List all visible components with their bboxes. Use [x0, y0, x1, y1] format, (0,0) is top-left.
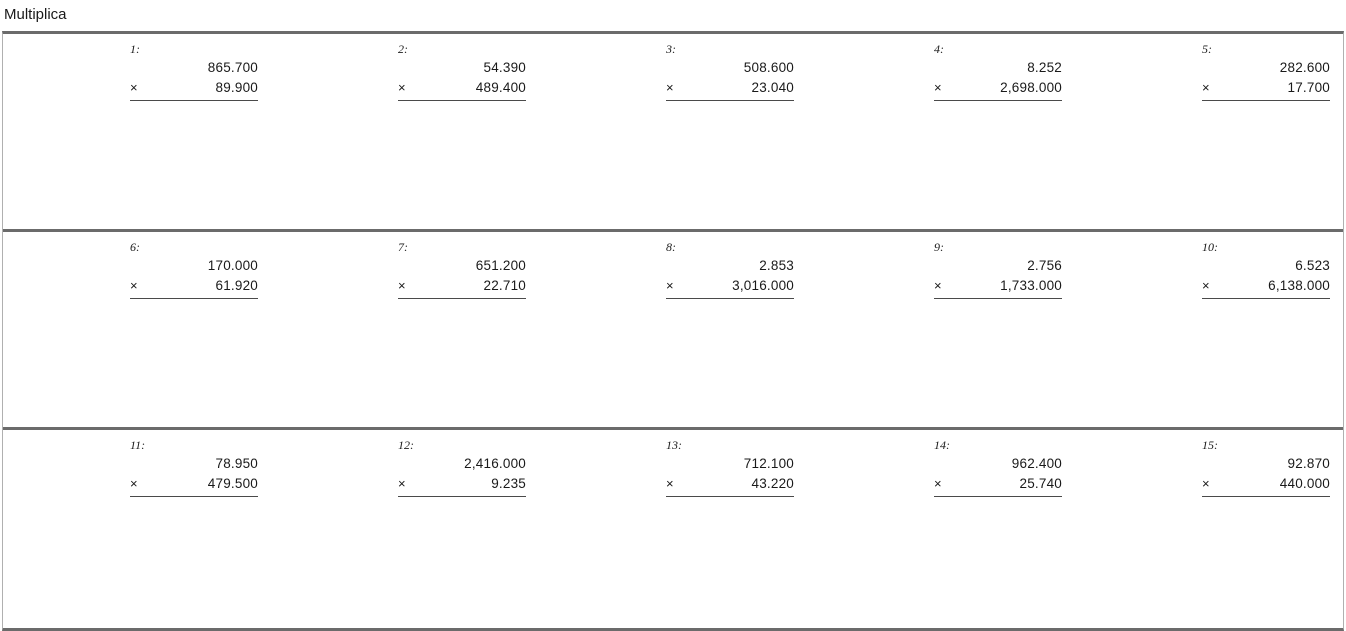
- multiplier: 17.700: [1287, 80, 1330, 95]
- multiply-icon: ×: [1202, 80, 1210, 95]
- multiplier-line: [1202, 474, 1330, 494]
- multiplicand: 865.700: [207, 60, 258, 75]
- multiply-icon: ×: [130, 80, 138, 95]
- problem-number: 6:: [130, 240, 140, 254]
- multiply-icon: ×: [130, 476, 138, 491]
- problem-number: 3:: [666, 42, 676, 56]
- multiplier: 6,138.000: [1268, 278, 1330, 293]
- multiplicand: 2.853: [759, 258, 794, 273]
- multiplier-line: [398, 474, 526, 494]
- problem-cell[interactable]: [3, 34, 271, 229]
- work-space[interactable]: [130, 101, 258, 197]
- problems-grid: [2, 31, 1344, 631]
- problem-row: [3, 232, 1343, 430]
- problem-cell[interactable]: [271, 430, 539, 628]
- work-space[interactable]: [398, 497, 526, 593]
- multiplier-line: [666, 276, 794, 296]
- multiplier-line: [934, 78, 1062, 98]
- multiplicand: 508.600: [743, 60, 794, 75]
- multiplier: 489.400: [475, 80, 526, 95]
- multiplier-line: [130, 276, 258, 296]
- multiplier-line: [398, 78, 526, 98]
- multiplier: 22.710: [483, 278, 526, 293]
- problem-row: [3, 34, 1343, 232]
- multiplier-line: [130, 474, 258, 494]
- multiplicand: 282.600: [1279, 60, 1330, 75]
- work-space[interactable]: [130, 497, 258, 593]
- multiplicand: 962.400: [1011, 456, 1062, 471]
- multiply-icon: ×: [666, 80, 674, 95]
- problem-number: 4:: [934, 42, 944, 56]
- multiply-icon: ×: [666, 476, 674, 491]
- multiply-icon: ×: [398, 278, 406, 293]
- multiply-icon: ×: [666, 278, 674, 293]
- multiplier-line: [666, 474, 794, 494]
- problem-number: 13:: [666, 438, 682, 452]
- problem-cell[interactable]: [807, 232, 1075, 427]
- problem-number: 15:: [1202, 438, 1218, 452]
- multiplier: 1,733.000: [1000, 278, 1062, 293]
- work-space[interactable]: [1202, 299, 1330, 395]
- multiplier: 3,016.000: [732, 278, 794, 293]
- multiply-icon: ×: [934, 476, 942, 491]
- work-space[interactable]: [666, 497, 794, 593]
- problem-number: 2:: [398, 42, 408, 56]
- problem-number: 12:: [398, 438, 414, 452]
- multiplicand: 8.252: [1027, 60, 1062, 75]
- multiplicand: 2,416.000: [464, 456, 526, 471]
- problem-cell[interactable]: [3, 232, 271, 427]
- multiply-icon: ×: [398, 476, 406, 491]
- multiplier: 43.220: [751, 476, 794, 491]
- multiplicand: 92.870: [1287, 456, 1330, 471]
- multiplier-line: [934, 276, 1062, 296]
- work-space[interactable]: [934, 299, 1062, 395]
- multiply-icon: ×: [130, 278, 138, 293]
- multiplier-line: [1202, 276, 1330, 296]
- work-space[interactable]: [934, 101, 1062, 197]
- problem-cell[interactable]: [271, 232, 539, 427]
- problem-cell[interactable]: [271, 34, 539, 229]
- multiplier: 61.920: [215, 278, 258, 293]
- multiplier: 9.235: [491, 476, 526, 491]
- multiplier: 23.040: [751, 80, 794, 95]
- problem-cell[interactable]: [3, 430, 271, 628]
- multiplier-line: [934, 474, 1062, 494]
- multiplier: 479.500: [207, 476, 258, 491]
- work-space[interactable]: [666, 101, 794, 197]
- multiplier-line: [130, 78, 258, 98]
- multiply-icon: ×: [398, 80, 406, 95]
- problem-cell[interactable]: [807, 34, 1075, 229]
- problem-number: 8:: [666, 240, 676, 254]
- problem-number: 5:: [1202, 42, 1212, 56]
- problem-cell[interactable]: [1075, 34, 1343, 229]
- problem-number: 11:: [130, 438, 146, 452]
- problem-cell[interactable]: [539, 430, 807, 628]
- problem-number: 10:: [1202, 240, 1218, 254]
- multiplicand: 712.100: [743, 456, 794, 471]
- multiplier-line: [398, 276, 526, 296]
- page-title: Multiplica: [4, 6, 67, 23]
- multiplier: 440.000: [1279, 476, 1330, 491]
- multiplier: 2,698.000: [1000, 80, 1062, 95]
- problem-cell[interactable]: [1075, 430, 1343, 628]
- multiplier: 89.900: [215, 80, 258, 95]
- multiplicand: 651.200: [475, 258, 526, 273]
- problem-number: 14:: [934, 438, 950, 452]
- problem-number: 7:: [398, 240, 408, 254]
- problem-cell[interactable]: [539, 34, 807, 229]
- problem-cell[interactable]: [807, 430, 1075, 628]
- multiplicand: 54.390: [483, 60, 526, 75]
- work-space[interactable]: [398, 101, 526, 197]
- multiplier-line: [666, 78, 794, 98]
- multiply-icon: ×: [1202, 278, 1210, 293]
- multiply-icon: ×: [1202, 476, 1210, 491]
- multiplier: 25.740: [1019, 476, 1062, 491]
- multiplicand: 2.756: [1027, 258, 1062, 273]
- multiplicand: 170.000: [207, 258, 258, 273]
- work-space[interactable]: [934, 497, 1062, 593]
- multiplicand: 78.950: [215, 456, 258, 471]
- problem-number: 9:: [934, 240, 944, 254]
- multiplicand: 6.523: [1295, 258, 1330, 273]
- work-space[interactable]: [1202, 101, 1330, 197]
- work-space[interactable]: [398, 299, 526, 395]
- work-space[interactable]: [130, 299, 258, 395]
- multiplier-line: [1202, 78, 1330, 98]
- problem-cell[interactable]: [539, 232, 807, 427]
- multiply-icon: ×: [934, 80, 942, 95]
- problem-number: 1:: [130, 42, 140, 56]
- work-space[interactable]: [666, 299, 794, 395]
- problem-row: [3, 430, 1343, 628]
- problem-cell[interactable]: [1075, 232, 1343, 427]
- work-space[interactable]: [1202, 497, 1330, 593]
- multiply-icon: ×: [934, 278, 942, 293]
